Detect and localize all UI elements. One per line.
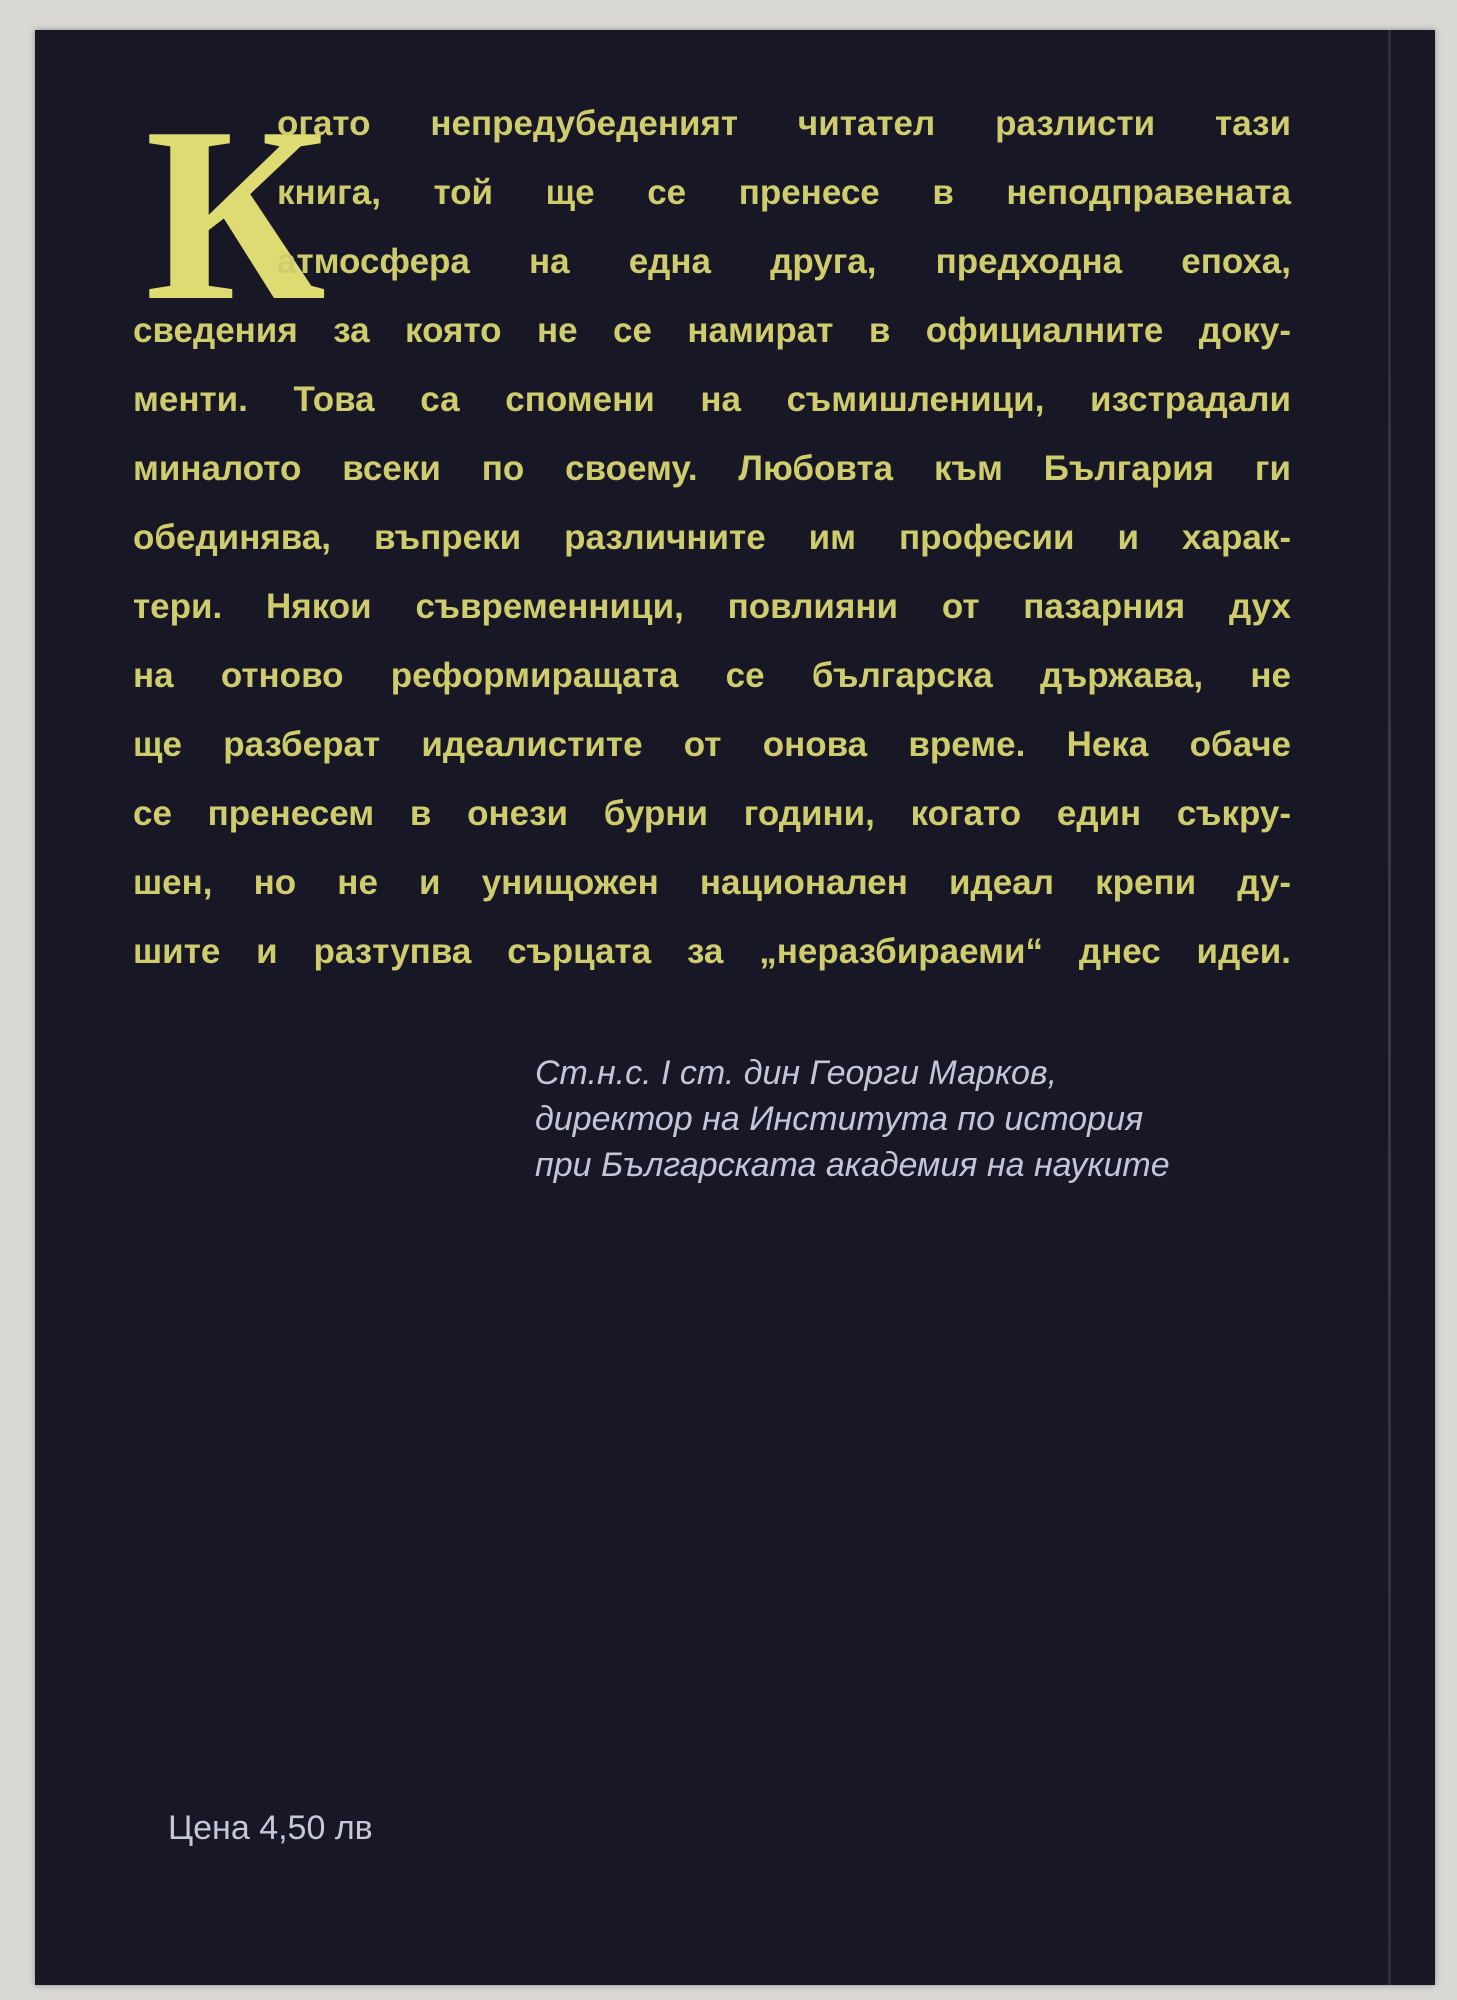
blurb-line: менти. Това са спомени на съмишленици, изстрадали bbox=[133, 380, 1291, 419]
blurb-line: сведения за която не се намират в официалните доку- bbox=[133, 311, 1291, 350]
blurb-line: ще разберат идеалистите от онова време. Нека обаче bbox=[133, 725, 1291, 764]
signature-title: директор на Института по история bbox=[535, 1100, 1144, 1138]
signature-name: Ст.н.с. I ст. дин Георги Марков, bbox=[535, 1054, 1058, 1092]
blurb-line: обединява, въпреки различните им професии и харак- bbox=[133, 518, 1291, 557]
blurb-line: се пренесем в онези бурни години, когато един съкру- bbox=[133, 794, 1291, 833]
author-signature bbox=[535, 1050, 1170, 1188]
blurb-line: миналото всеки по своему. Любовта към България ги bbox=[133, 449, 1291, 488]
blurb-line: на отново реформиращата се българска държава, не bbox=[133, 656, 1291, 695]
blurb-line: шен, но не и унищожен национален идеал крепи ду- bbox=[133, 863, 1291, 902]
cover-edge bbox=[1388, 30, 1391, 1985]
blurb-line: огато непредубеденият читател разлисти тази bbox=[277, 104, 1291, 143]
blurb-text bbox=[133, 76, 1291, 986]
blurb-line: книга, той ще се пренесе в неподправената bbox=[277, 173, 1291, 212]
blurb-line: атмосфера на една друга, предходна епоха, bbox=[277, 242, 1291, 281]
drop-cap-letter: К bbox=[145, 76, 327, 353]
signature-institution: при Българската академия на науките bbox=[535, 1146, 1170, 1184]
blurb-line: тери. Някои съвременници, повлияни от пазарния дух bbox=[133, 587, 1291, 626]
blurb-line: шите и разтупва сърцата за „неразбираеми“ днес идеи. bbox=[133, 932, 1291, 971]
price-label: Цена 4,50 лв bbox=[168, 1809, 373, 1847]
